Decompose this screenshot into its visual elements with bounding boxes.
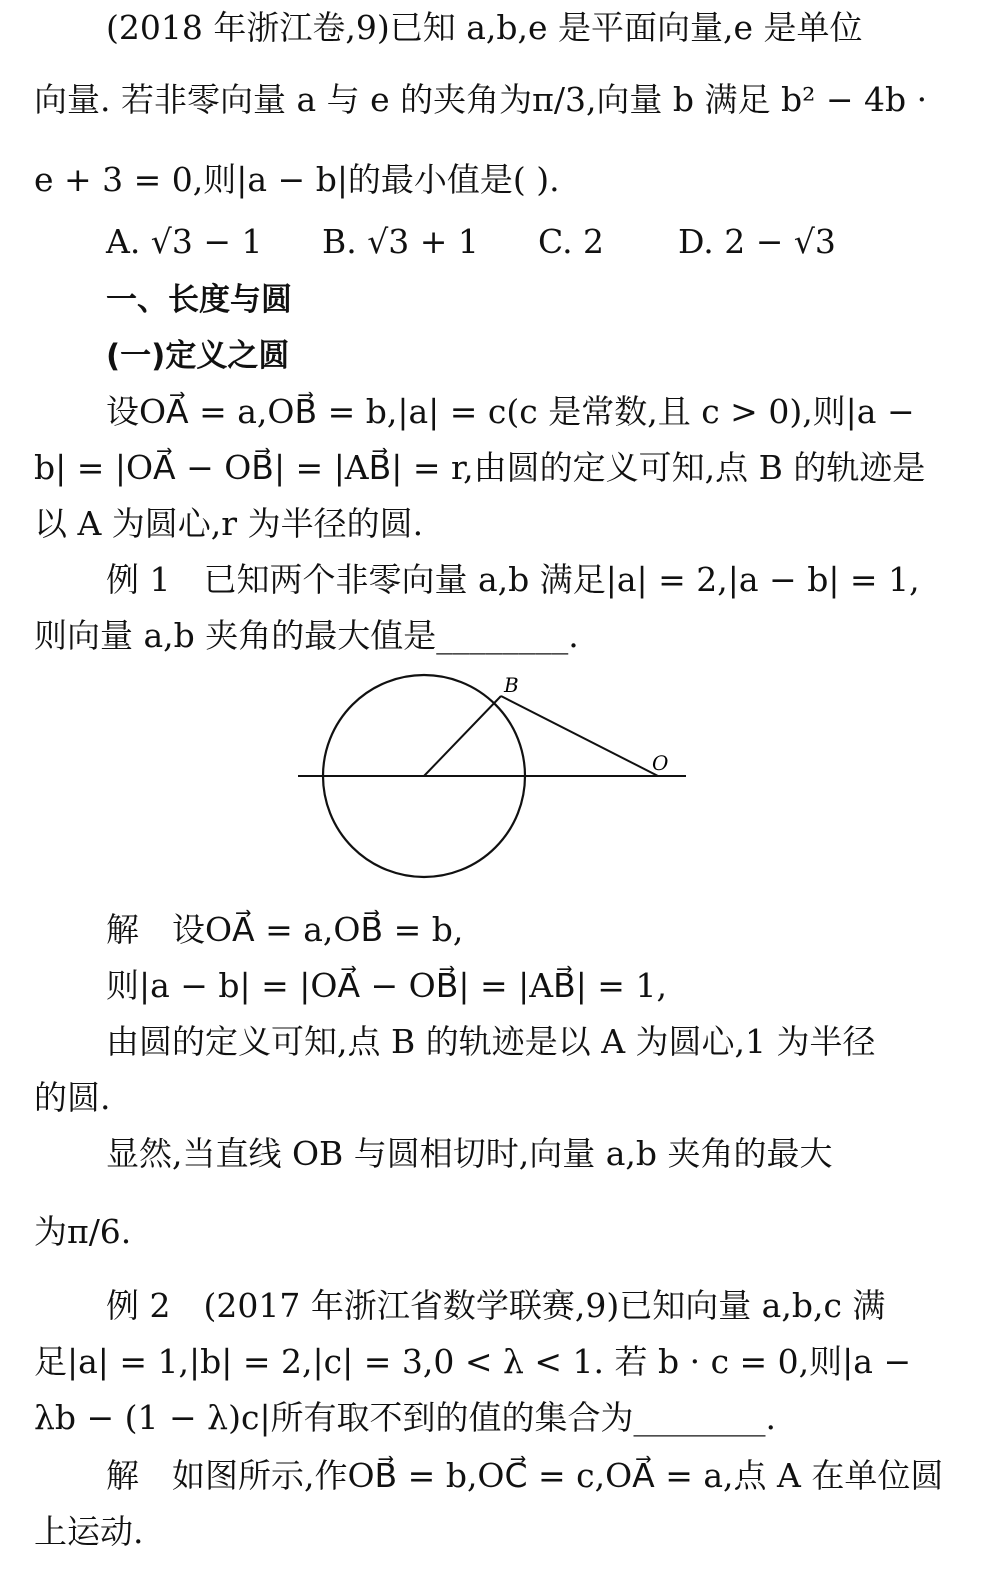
solution-2-line-2: 上运动.: [34, 1512, 144, 1551]
example-2-line-1: 例 2 (2017 年浙江省数学联赛,9)已知向量 a,b,c 满: [106, 1286, 886, 1325]
definition-line-1: 设OA⃗ = a,OB⃗ = b,|a| = c(c 是常数,且 c > 0),则|a −: [106, 392, 915, 431]
example-2-line-2: 足|a| = 1,|b| = 2,|c| = 3,0 < λ < 1. 若 b · c = 0,则|a −: [34, 1342, 912, 1381]
option-d: D. 2 − √3: [678, 222, 836, 261]
section-heading: 一、长度与圆: [106, 282, 292, 318]
circle-tangent-figure: [296, 664, 686, 890]
example-2-line-3: λb − (1 − λ)c|所有取不到的值的集合为________.: [34, 1398, 777, 1437]
option-c: C. 2: [538, 222, 605, 261]
answer-options: [106, 222, 958, 262]
example-1-line-1: 例 1 已知两个非零向量 a,b 满足|a| = 2,|a − b| = 1,: [106, 560, 920, 599]
option-b: B. √3 + 1: [322, 222, 479, 261]
problem-line-2: 向量. 若非零向量 a 与 e 的夹角为π/3,向量 b 满足 b² − 4b ·: [34, 80, 928, 119]
solution-1-line-4: 的圆.: [34, 1078, 111, 1117]
label-b: B: [504, 673, 519, 697]
radius-ab: [424, 696, 501, 776]
problem-line-3: e + 3 = 0,则|a − b|的最小值是( ).: [34, 160, 560, 199]
solution-2-line-1: 解 如图所示,作OB⃗ = b,OC⃗ = c,OA⃗ = a,点 A 在单位圆: [106, 1456, 944, 1495]
definition-line-2: b| = |OA⃗ − OB⃗| = |AB⃗| = r,由圆的定义可知,点 B 的轨迹是: [34, 448, 926, 487]
solution-1-line-6: 为π/6.: [34, 1212, 132, 1251]
example-1-line-2: 则向量 a,b 夹角的最大值是________.: [34, 616, 579, 655]
solution-1-line-3: 由圆的定义可知,点 B 的轨迹是以 A 为圆心,1 为半径: [106, 1022, 876, 1061]
subsection-heading: (一)定义之圆: [106, 338, 290, 374]
solution-1-line-5: 显然,当直线 OB 与圆相切时,向量 a,b 夹角的最大: [106, 1134, 833, 1173]
definition-line-3: 以 A 为圆心,r 为半径的圆.: [34, 504, 424, 543]
problem-line-1: (2018 年浙江卷,9)已知 a,b,e 是平面向量,e 是单位: [106, 8, 863, 47]
solution-1-line-1: 解 设OA⃗ = a,OB⃗ = b,: [106, 910, 464, 949]
solution-1-line-2: 则|a − b| = |OA⃗ − OB⃗| = |AB⃗| = 1,: [106, 966, 667, 1005]
option-a: A. √3 − 1: [106, 222, 263, 261]
label-o: O: [652, 751, 669, 775]
figure-svg: [296, 664, 686, 890]
